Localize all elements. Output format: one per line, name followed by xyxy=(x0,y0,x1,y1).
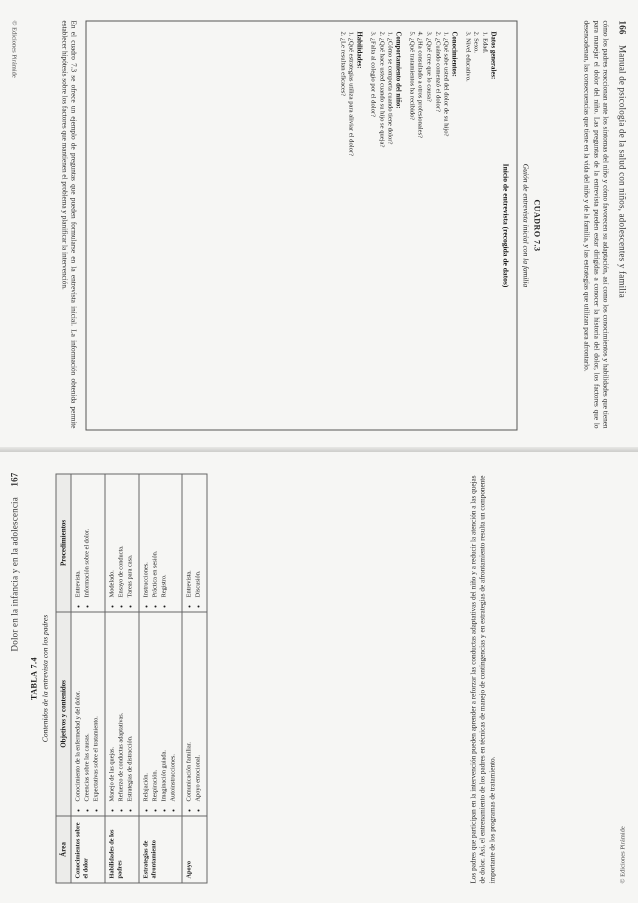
running-head xyxy=(10,473,20,884)
page-166 xyxy=(0,0,638,451)
page-number: 166 xyxy=(617,20,628,35)
page-167-content xyxy=(0,453,638,903)
section-line: 1. ¿Qué sabe usted del dolor de su hijo? xyxy=(442,31,450,137)
list-item: • Instrucciones. xyxy=(143,479,151,598)
section-line: 4. ¿Ha consultado a otros profesionales? xyxy=(416,31,424,139)
table-header: Procedimientos xyxy=(56,474,71,612)
list-item: • Relajación. xyxy=(143,616,151,801)
list-item: • Registro. xyxy=(161,479,169,598)
list-item: • Comunicación familiar. xyxy=(186,616,194,801)
section-line: 2. Sexo. xyxy=(472,31,480,53)
table-cell-area: Conocimientos sobre el dolor xyxy=(71,816,105,883)
table-subcaption: Contenidos de la entrevista con los padres xyxy=(40,614,50,743)
list-item: • Información sobre el dolor. xyxy=(84,479,92,598)
table-cell-procedure xyxy=(105,474,139,612)
list-item: • Autoinstrucciones. xyxy=(170,616,178,801)
list-item: • Entrevista. xyxy=(75,479,83,598)
list-item: • Respiración. xyxy=(152,616,160,801)
section-line: 2. ¿Cuándo comenzó el dolor? xyxy=(434,31,442,112)
table-cell-area: Apoyo xyxy=(182,816,207,883)
table-cell-area: Estrategias de afrontamiento xyxy=(139,816,182,883)
table-caption: TABLA 7.4 xyxy=(29,656,39,701)
list-item: • Práctica en sesión. xyxy=(152,479,160,598)
box-subcaption: Guión de entrevista inicial con la familia xyxy=(521,163,531,288)
table-row xyxy=(105,474,139,883)
box-caption: CUADRO 7.3 xyxy=(532,199,542,252)
running-head xyxy=(618,21,628,432)
running-head-text: Manual de psicología de la salud con niños, adolescentes y familia xyxy=(617,45,628,298)
page-number: 167 xyxy=(9,472,20,487)
content-table xyxy=(56,474,208,884)
list-item: • Estrategias de distracción. xyxy=(127,616,135,801)
section-heading: Conocimientos: xyxy=(450,31,458,77)
list-item: • Entrevista. xyxy=(186,479,194,598)
section-heading: Comportamiento del niño: xyxy=(394,31,402,109)
list-item: • Apoyo emocional. xyxy=(195,616,203,801)
section-line: 3. Nivel educativo. xyxy=(464,31,472,82)
section-line: 5. ¿Qué tratamientos ha recibido? xyxy=(408,31,416,121)
copyright: © Ediciones Pirámide xyxy=(10,20,18,78)
list-item: • Ensayo de conducta. xyxy=(118,479,126,598)
section-line: 1. Edad. xyxy=(481,31,489,54)
section-line: 1. ¿Qué estrategias utiliza para aliviar el dolor? xyxy=(347,31,355,156)
table-row xyxy=(139,474,182,883)
table-cell-content xyxy=(182,612,207,816)
table-cell-procedure xyxy=(71,474,105,612)
box-title: Inicio de entrevista (recogida de datos) xyxy=(501,163,511,288)
interview-box xyxy=(86,21,518,431)
table-cell-area: Habilidades de los padres xyxy=(105,816,139,883)
table-cell-content xyxy=(105,612,139,816)
list-item: • Refuerzo de conductas adaptativas. xyxy=(118,616,126,801)
section-line: 3. ¿Falta al colegio por el dolor? xyxy=(369,31,377,118)
copyright: © Ediciones Pirámide xyxy=(619,826,627,884)
section-line: 2. ¿Qué hace usted cuando su hijo se queja? xyxy=(378,31,386,148)
list-item: • Discusión. xyxy=(195,479,203,598)
table-row xyxy=(182,474,207,883)
list-item: • Manejo de las quejas. xyxy=(109,616,117,801)
list-item: • Conocimiento de la enfermedad y del dolor. xyxy=(75,616,83,801)
intro-paragraph: cómo los padres reaccionan ante los síntomas del niño y cómo favorecen su adaptación, así como los conocimientos y habilidades que tienen para manejar el dolor del niño. Las preguntas de la entrevista pueden estar dirigidas a conocer la historia del dolor, los factores que lo desencadenan, las consecuencias que tiene en la vida del niño y de la familia, y las estrategias que utilizan para afrontarlo. xyxy=(582,20,610,429)
section-line: 3. ¿Qué cree que lo causa? xyxy=(425,31,433,102)
list-item: • Creencias sobre las causas. xyxy=(84,616,92,801)
section-heading: Datos generales: xyxy=(489,31,497,80)
section-line: 1. ¿Cómo se comporta cuando tiene dolor? xyxy=(386,31,394,145)
table-cell-content xyxy=(71,612,105,816)
page-166-content xyxy=(0,1,638,452)
section-heading: Habilidades: xyxy=(355,31,363,69)
table-header: Área xyxy=(56,816,71,883)
table-header: Objetivos y contenidos xyxy=(56,612,71,816)
list-item: • Imaginación guiada. xyxy=(161,616,169,801)
list-item: • Expectativas sobre el tratamiento. xyxy=(93,616,101,801)
body-paragraph: Los padres que participan en la intervención pueden aprender a reforzar las conductas adaptativas del niño y a reducir la atención a las quejas de dolor. Así, el entrenamiento de los padres en técnicas de manejo de contingencias y en estrategias de afrontamiento resulta un componente importante de los programas de tratamiento. xyxy=(469,475,497,884)
table-cell-procedure xyxy=(139,474,182,612)
page-167 xyxy=(0,452,638,903)
table-cell-procedure xyxy=(182,474,207,612)
table-header-row xyxy=(56,474,71,883)
table-row xyxy=(71,474,105,883)
table-cell-content xyxy=(139,612,182,816)
list-item: • Tareas para casa. xyxy=(127,479,135,598)
section-line: 2. ¿Le resultan eficaces? xyxy=(339,31,347,97)
closing-paragraph: En el cuadro 7.3 se ofrece un ejemplo de preguntas que pueden formularse en la entrevista inicial. La información obtenida permite establecer hipótesis sobre los factores que mantienen el problema y planificar la intervención. xyxy=(60,20,78,429)
running-head-text: Dolor en la infancia y en la adolescencia xyxy=(9,497,20,652)
list-item: • Modelado. xyxy=(109,479,117,598)
